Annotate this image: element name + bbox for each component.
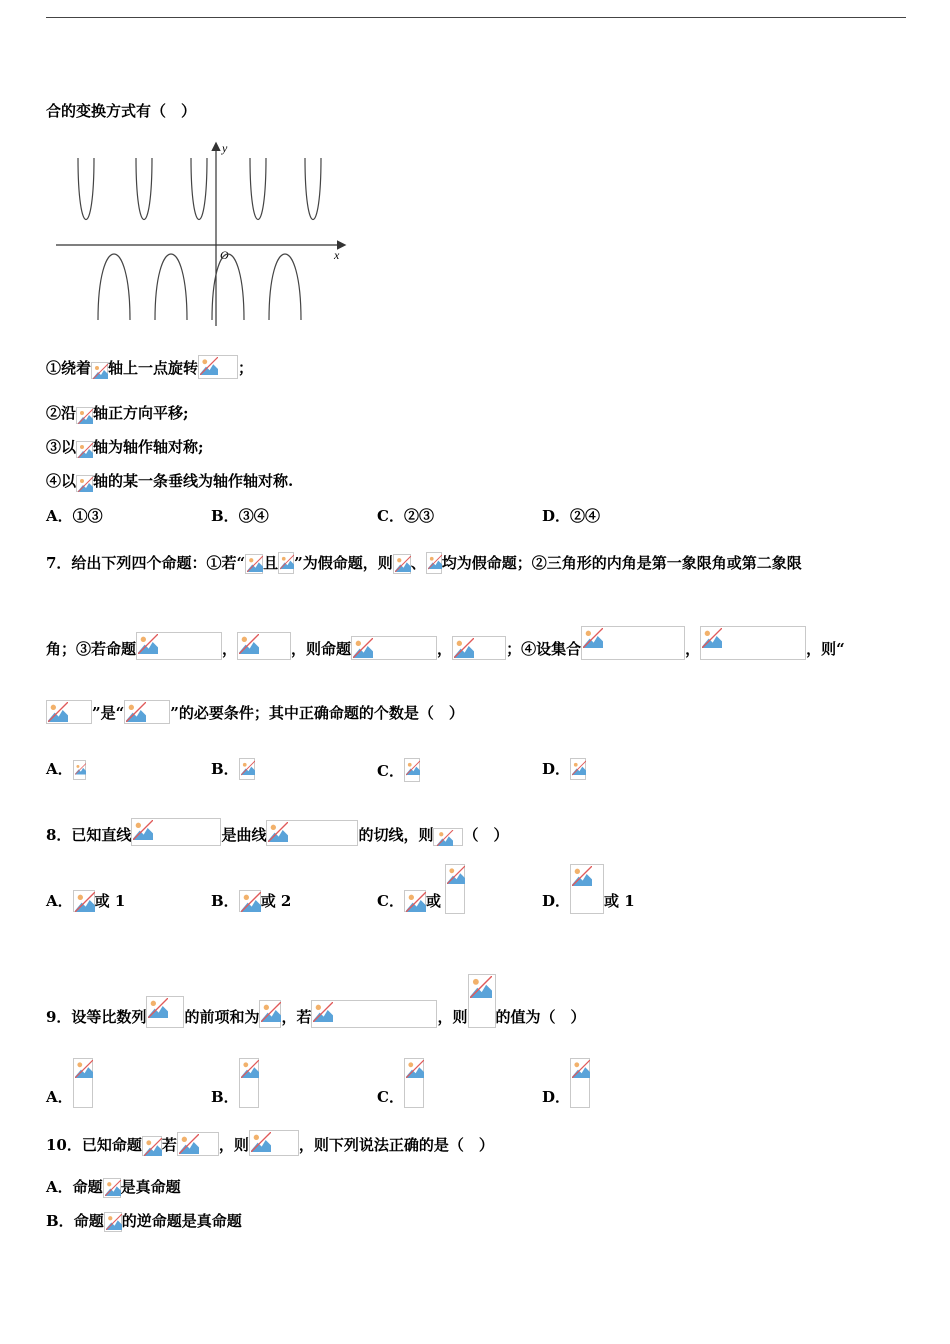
lower-branches — [98, 254, 301, 320]
formula-image-icon — [136, 632, 222, 660]
upper-branch-4 — [250, 158, 266, 220]
q9-option-c: C． — [377, 1058, 424, 1108]
q7-stem-line-3: ”是“ ”的必要条件；其中正确命题的个数是（ ） — [46, 700, 464, 724]
q7-stem-line-2: 角；③若命题 ， ，则命题 ， ；④设集合 ， ，则“ — [46, 626, 845, 660]
q7-option-b: B． — [211, 758, 255, 780]
q10-stem: 10．已知命题 若 ，则 ，则下列说法正确的是（ ） — [46, 1130, 494, 1156]
formula-image-icon — [237, 632, 291, 660]
q10-option-b: B．命题 的逆命题是真命题 — [46, 1212, 242, 1230]
q6-item-2-text-b: 轴正方向平移; — [93, 404, 189, 422]
q6-stem — [46, 100, 196, 122]
formula-image-icon — [700, 626, 806, 660]
formula-image-icon — [124, 700, 170, 724]
formula-image-icon — [266, 820, 358, 846]
formula-image-icon — [46, 700, 92, 724]
formula-image-icon — [177, 1132, 219, 1156]
q6-item-4-text-b: 轴的某一条垂线为轴作轴对称. — [93, 472, 294, 490]
formula-image-icon — [76, 475, 93, 492]
q6-item-3-text-a: ③以 — [46, 438, 77, 456]
upper-branch-5 — [305, 158, 321, 220]
q8-option-b: B． 或 2 — [211, 892, 292, 910]
q9-option-a: A． — [46, 1058, 93, 1108]
formula-image-icon — [570, 1058, 590, 1108]
q6-item-1-text-c: ； — [238, 359, 254, 377]
formula-image-icon — [73, 1058, 93, 1108]
q6-graph — [56, 140, 348, 330]
q6-item-4 — [46, 470, 293, 492]
formula-image-icon — [426, 552, 442, 574]
formula-image-icon — [404, 758, 420, 782]
q6-option-b: B．③④ — [211, 507, 269, 525]
formula-image-icon — [581, 626, 685, 660]
q6-item-2 — [46, 402, 189, 424]
formula-image-icon — [445, 864, 465, 914]
formula-image-icon — [146, 996, 184, 1028]
q9-stem: 9．设等比数列 的前项和为 ，若 ，则 的值为（ ） — [46, 974, 586, 1028]
upper-branch-2 — [136, 158, 152, 220]
y-axis-label: y — [222, 141, 228, 155]
formula-image-icon — [404, 890, 426, 912]
formula-image-icon — [278, 552, 294, 574]
formula-image-icon — [198, 355, 238, 379]
formula-image-icon — [393, 554, 411, 574]
formula-image-icon — [452, 636, 506, 660]
formula-image-icon — [433, 828, 463, 846]
lower-branch-1 — [98, 254, 130, 320]
q6-item-3 — [46, 436, 204, 458]
q7-option-c: C． — [377, 758, 420, 782]
q6-option-d: D．②④ — [542, 507, 601, 525]
formula-image-icon — [245, 554, 263, 574]
q6-item-1-text-a: ①绕着 — [46, 359, 92, 377]
q6-stem-text: 合的变换方式有（ ） — [46, 102, 197, 120]
q7-option-d: D． — [542, 758, 586, 780]
formula-image-icon — [104, 1212, 122, 1232]
upper-branch-1 — [78, 158, 94, 220]
formula-image-icon — [103, 1178, 121, 1198]
q8-stem: 8．已知直线 是曲线 的切线，则 （ ） — [46, 818, 509, 846]
q6-option-a: A．①③ — [46, 507, 103, 525]
q6-item-1-text-b: 轴上一点旋转 — [108, 359, 199, 377]
formula-image-icon — [91, 362, 108, 379]
formula-image-icon — [239, 1058, 259, 1108]
q6-item-4-text-a: ④以 — [46, 472, 77, 490]
formula-image-icon — [239, 758, 255, 780]
formula-image-icon — [259, 1000, 281, 1028]
formula-image-icon — [468, 974, 496, 1028]
q10-option-a: A．命题 是真命题 — [46, 1178, 181, 1196]
origin-label: O — [220, 248, 229, 262]
q8-option-a: A． 或 1 — [46, 892, 126, 910]
header-rule — [46, 17, 906, 18]
q7-option-a: A． — [46, 758, 86, 780]
q6-option-c: C．②③ — [377, 507, 434, 525]
formula-image-icon — [73, 890, 95, 912]
formula-image-icon — [131, 818, 221, 846]
q6-item-1 — [46, 355, 253, 379]
x-axis-label: x — [334, 248, 340, 262]
formula-image-icon — [570, 758, 586, 780]
lower-branch-2 — [155, 254, 187, 320]
formula-image-icon — [311, 1000, 437, 1028]
upper-branches — [78, 158, 321, 220]
upper-branch-3 — [191, 158, 207, 220]
q7-stem-line-1: 7．给出下列四个命题：①若“ 且 ”为假命题，则 、 均为假命题；②三角形的内角是第一象限角或第二象限 — [46, 554, 802, 572]
q6-item-2-text-a: ②沿 — [46, 404, 77, 422]
q9-option-d: D． — [542, 1058, 590, 1108]
formula-image-icon — [76, 441, 93, 458]
formula-image-icon — [239, 890, 261, 912]
lower-branch-3 — [212, 254, 244, 320]
formula-image-icon — [76, 407, 93, 424]
q9-option-b: B． — [211, 1058, 259, 1108]
formula-image-icon — [351, 636, 437, 660]
formula-image-icon — [404, 1058, 424, 1108]
lower-branch-4 — [269, 254, 301, 320]
q6-item-3-text-b: 轴为轴作轴对称; — [93, 438, 204, 456]
formula-image-icon — [73, 760, 86, 780]
formula-image-icon — [249, 1130, 299, 1156]
formula-image-icon — [570, 864, 604, 914]
formula-image-icon — [142, 1136, 162, 1156]
